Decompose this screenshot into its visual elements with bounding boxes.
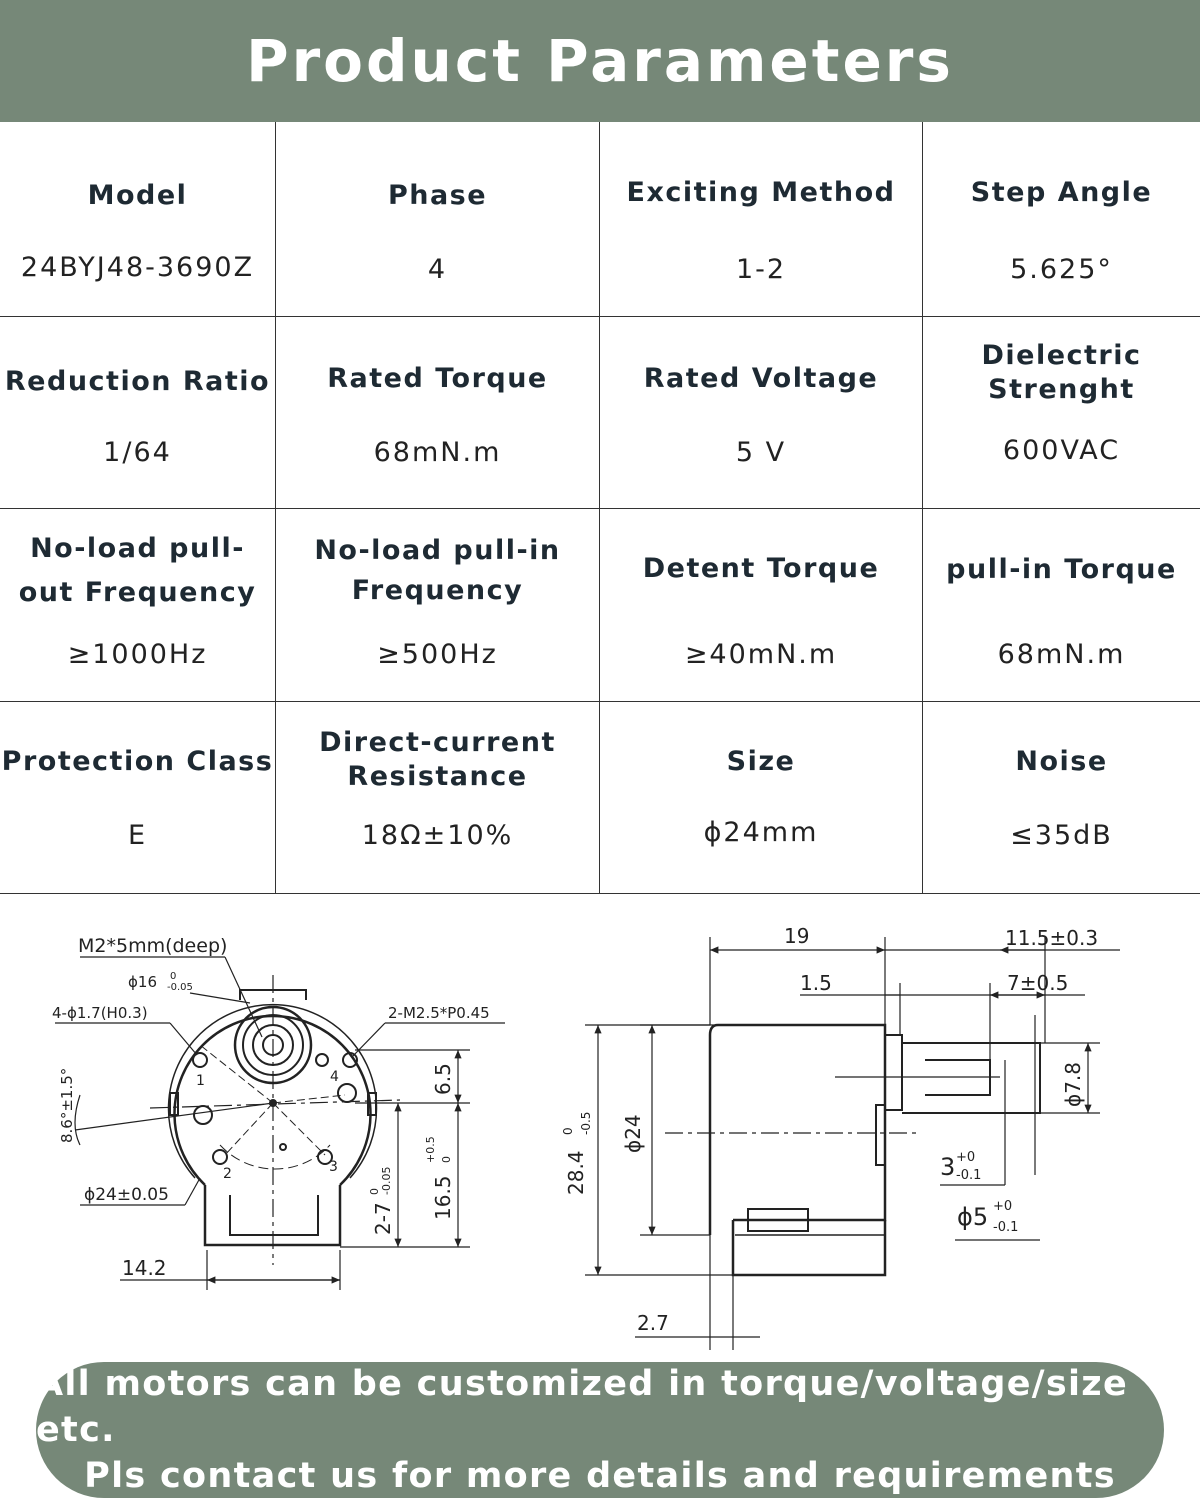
dim-16-5-tol-upper: +0.5 [424,1136,437,1163]
param-cell [276,317,599,508]
dim-19: 19 [784,924,810,948]
param-cell [923,702,1200,893]
param-value: 68mN.m [997,639,1126,670]
dim-2-7-side: 2.7 [637,1311,669,1335]
dim-28-4-tol-lower: -0.5 [579,1111,593,1135]
param-value: 24BYJ48-3690Z [20,252,255,283]
param-value: ≥1000Hz [67,639,208,670]
param-value: ≥40mN.m [684,639,838,670]
hole-label: 1 [196,1073,205,1089]
param-label: Detent Torque [642,553,880,584]
param-cell [0,122,275,316]
table-divider [0,701,1200,702]
param-label: Dielectric Strenght [981,340,1142,405]
footer-banner [36,1362,1164,1498]
param-cell [923,317,1200,508]
dim-3: 3 [940,1153,956,1181]
param-value: ≥500Hz [377,639,498,670]
param-cell [276,509,599,701]
dim-7: 7±0.5 [1007,971,1069,995]
param-label: Exciting Method [626,177,896,208]
param-label: Step Angle [970,177,1153,208]
param-cell [276,702,599,893]
param-value: E [127,820,148,851]
param-value: 68mN.m [373,437,502,468]
page-title: Product Parameters [246,27,954,95]
dim-3-tol-upper: +0 [956,1150,976,1165]
dim-boss-dia: ϕ16 [128,973,157,991]
dim-2-7: 2-7 [371,1202,395,1235]
dim-2-7-tol-upper: 0 [368,1188,381,1195]
param-cell [923,509,1200,701]
dim-14-2: 14.2 [122,1256,167,1280]
param-value: 4 [427,254,448,285]
param-label: Direct-current Resistance [319,727,556,792]
param-value: 1/64 [103,437,172,468]
table-divider [0,508,1200,509]
param-value: 18Ω±10% [361,820,514,851]
hole-label: 4 [330,1069,339,1085]
side-view-drawing [585,937,1120,1350]
param-value: 1-2 [735,254,787,285]
dim-6-5: 6.5 [431,1063,455,1095]
dim-28-4-tol-upper: 0 [561,1127,575,1135]
param-cell [600,509,922,701]
dim-angle: 8.6°±1.5° [58,1067,76,1143]
param-label: No-load pull-out Frequency [18,533,257,608]
param-cell [0,509,275,701]
dim-2-7-tol-lower: -0.05 [380,1166,393,1195]
param-cell [600,122,922,316]
dim-11-5: 11.5±0.3 [1005,926,1099,950]
dimension-drawings [0,895,1200,1360]
param-value: ≤35dB [1010,820,1113,851]
param-label: Protection Class [1,746,274,777]
header-banner [0,0,1200,122]
param-cell [0,317,275,508]
param-cell [600,702,922,893]
dim-phi24: ϕ24 [621,1114,645,1153]
dim-phi5-tol-upper: +0 [993,1199,1013,1214]
dim-holes: 4-ϕ1.7(H0.3) [52,1004,148,1022]
param-value: 5 V [735,437,787,468]
dim-screw: M2*5mm(deep) [78,935,228,957]
param-label: Rated Torque [327,363,548,394]
param-cell [600,317,922,508]
param-value: 5.625° [1010,254,1113,285]
dim-boss-tol-lower: -0.05 [167,982,193,993]
param-label: No-load pull-in Frequency [314,535,561,606]
footer-line: All motors can be customized in torque/voltage/size etc. [36,1364,1129,1450]
param-label: pull-in Torque [946,554,1177,585]
param-label: Size [726,746,796,777]
param-label: Phase [387,180,488,211]
dim-3-tol-lower: -0.1 [956,1168,982,1183]
footer-line: Pls contact us for more details and requirements [84,1456,1116,1496]
param-label: Noise [1015,746,1108,777]
dim-phi5-tol-lower: -0.1 [993,1220,1019,1235]
param-value: ϕ24mm [703,817,819,848]
dim-phi7-8: ϕ7.8 [1061,1062,1085,1107]
dim-mount: 2-M2.5*P0.45 [388,1004,490,1022]
dim-boss-tol-upper: 0 [170,971,177,982]
dim-body-dia: ϕ24±0.05 [84,1185,169,1205]
hole-label: 3 [329,1159,338,1175]
param-cell [0,702,275,893]
dim-1-5: 1.5 [800,971,832,995]
hole-label: 2 [223,1166,232,1182]
param-cell [276,122,599,316]
dim-28-4: 28.4 [564,1150,588,1195]
param-label: Reduction Ratio [4,366,271,397]
dim-16-5-tol-lower: 0 [440,1156,453,1163]
param-label: Model [87,180,188,211]
dim-phi5: ϕ5 [957,1203,989,1231]
dim-16-5: 16.5 [431,1175,455,1220]
param-value: 600VAC [1002,435,1121,466]
param-cell [923,122,1200,316]
param-label: Rated Voltage [643,363,879,394]
table-divider [0,893,1200,894]
table-divider [0,316,1200,317]
